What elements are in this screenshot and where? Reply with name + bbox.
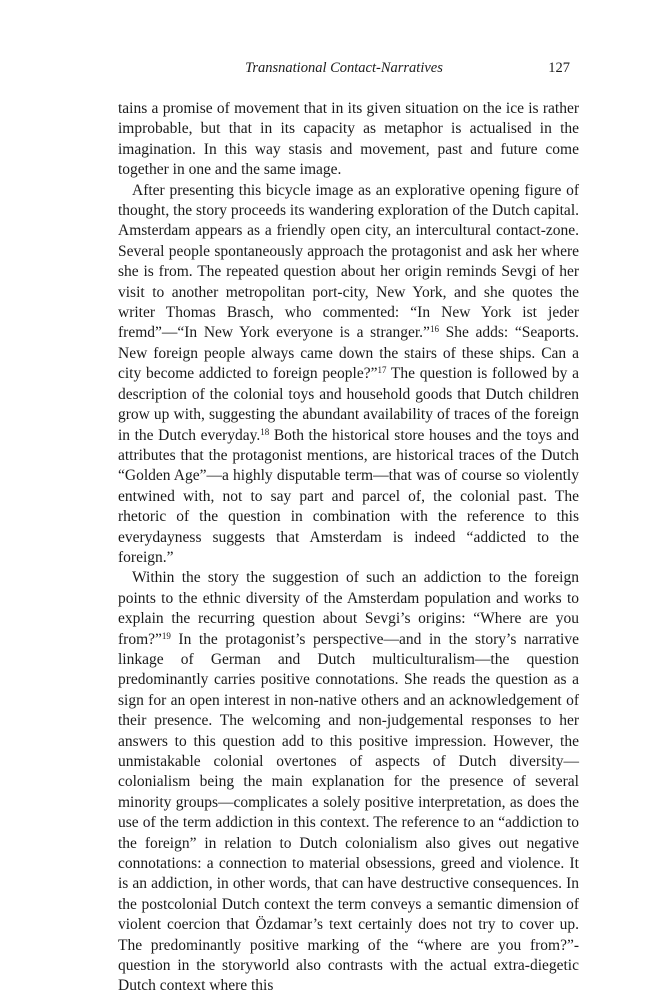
text-run: The question is followed by a description of the colonial toys and household goods that Dutch children grow up with, suggesting the abundant availability of traces of the foreign in the Dutch everyday. xyxy=(118,365,579,444)
footnote-reference: 18 xyxy=(260,426,270,437)
footnote-reference: 19 xyxy=(161,630,171,641)
text-run: Both the historical store houses and the toys and attributes that the protagonist mentions, are historical traces of the Dutch “Golden Age”—a highly disputable term—that was of course so violently entwined with, not to say part and parcel of, the colonial past. The rhetoric of the question in combination with the reference to this everydayness suggests that Amsterdam is indeed “addicted to the foreign.” xyxy=(118,426,579,566)
footnote-reference: 17 xyxy=(377,365,387,376)
paragraph xyxy=(118,181,579,569)
text-run: tains a promise of movement that in its given situation on the ice is rather improbable, but that in its capacity as metaphor is actualised in the imagination. In this way stasis and movement, past and future come together in one and the same image. xyxy=(118,100,579,179)
paragraph xyxy=(118,99,579,181)
page-number: 127 xyxy=(548,60,570,76)
running-title: Transnational Contact-Narratives xyxy=(245,60,443,76)
text-run: After presenting this bicycle image as an explorative opening figure of thought, the story proceeds its wandering exploration of the Dutch capital. Amsterdam appears as a friendly open city, an intercultural contact-zone. Several people spontaneously approach the protagonist and ask her where she is from. The repeated question about her origin reminds Sevgi of her visit to another metropolitan port-city, New York, and she quotes the writer Thomas Brasch, who commented: “In New York ist jeder fremd”—“In New York everyone is a stranger.” xyxy=(118,181,579,342)
paragraph xyxy=(118,568,579,997)
footnote-reference: 16 xyxy=(429,324,439,335)
body-text xyxy=(118,99,579,997)
text-run: Within the story the suggestion of such an addiction to the foreign points to the ethnic diversity of the Amsterdam population and works to explain the recurring question about Sevgi’s origins: “Where are you from?” xyxy=(118,569,579,648)
text-run: In the protagonist’s perspective—and in the story’s narrative linkage of German and Dutch multiculturalism—the question predominantly carries positive connotations. She reads the question as a sign for an open interest in non-native others and an acknowledgement of their presence. The welcoming and non-judgemental responses to her answers to this question add to this positive impression. However, the unmistakable colonial overtones of aspects of Dutch diversity—colonialism being the main explanation for the presence of several minority groups—complicates a solely positive interpretation, as does the use of the term addiction in this context. The reference to an “addiction to the foreign” in relation to Dutch colonialism also gives out negative connotations: a connection to material obsessions, greed and violence. It is an addiction, in other words, that can have destructive consequences. In the postcolonial Dutch context the term conveys a semantic dimension of violent coercion that Özdamar’s text certainly does not try to cover up. The predominantly positive marking of the “where are you from?”-question in the storyworld also contrasts with the actual extra-diegetic Dutch context where this xyxy=(118,630,579,995)
text-run: She adds: “Seaports. New foreign people always came down the stairs of these ships. Can a city become addicted to foreign people?” xyxy=(118,324,579,383)
running-header xyxy=(118,60,570,82)
